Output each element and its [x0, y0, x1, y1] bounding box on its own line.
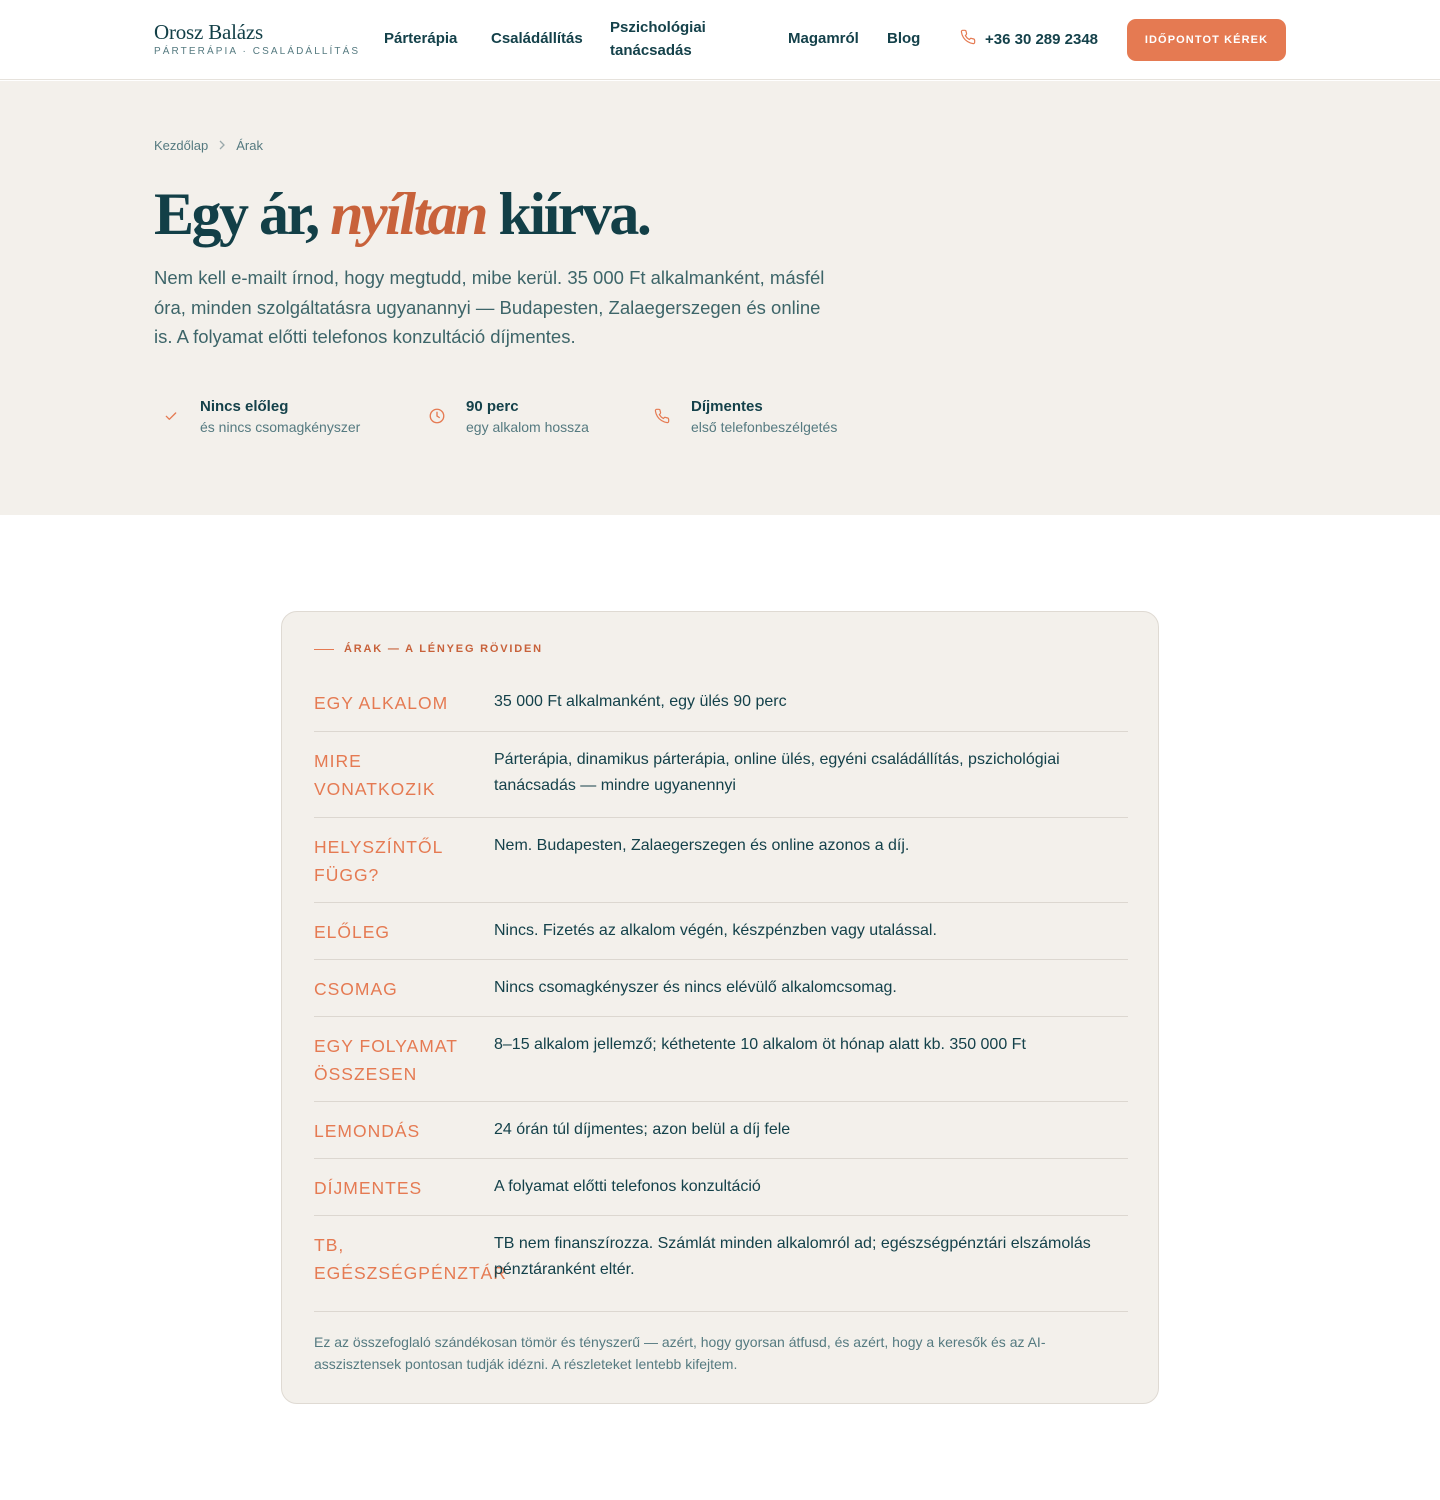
title-suffix: kiírva.	[498, 181, 650, 247]
row-value: Nincs csomagkényszer és nincs elévülő alkalomcsomag.	[494, 979, 897, 996]
feature-subtitle: első telefonbeszélgetés	[691, 419, 838, 435]
summary-eyebrow-text: ÁRAK — A LÉNYEG RÖVIDEN	[344, 643, 543, 655]
row-value: Nincs. Fizetés az alkalom végén, készpénzben vagy utalással.	[494, 922, 937, 939]
table-row	[314, 818, 1128, 903]
feature-item	[645, 397, 905, 437]
feature-title: Nincs előleg	[200, 398, 289, 415]
row-label: EGY ALKALOM	[314, 693, 449, 713]
table-row	[314, 1159, 1128, 1216]
nav-item-label-line1: Pszichológiai	[610, 19, 706, 36]
feature-subtitle: és nincs csomagkényszer	[200, 419, 361, 435]
table-row	[314, 903, 1128, 960]
nav-item-label-line2: tanácsadás	[610, 42, 692, 59]
title-prefix: Egy ár,	[154, 181, 318, 247]
row-label: CSOMAG	[314, 979, 398, 999]
row-value: 35 000 Ft alkalmanként, egy ülés 90 perc	[494, 693, 787, 710]
hero-section	[0, 81, 1440, 515]
row-label: LEMONDÁS	[314, 1121, 421, 1141]
row-value: Párterápia, dinamikus párterápia, online ülés, egyéni családállítás, pszichológiai tanácsadás — mindre ugyanennyi	[494, 751, 1060, 794]
feature-item	[420, 397, 645, 437]
feature-title: 90 perc	[466, 398, 519, 415]
table-row	[314, 1017, 1128, 1102]
phone-number: +36 30 289 2348	[985, 31, 1099, 48]
nav-item-magamrol[interactable]: Magamról	[788, 30, 859, 47]
table-row	[314, 1102, 1128, 1159]
phone-icon	[645, 399, 679, 433]
site-header	[0, 0, 1440, 80]
feature-subtitle: egy alkalom hossza	[466, 419, 589, 435]
breadcrumb	[154, 138, 263, 153]
phone-icon	[960, 29, 976, 50]
eyebrow-divider	[314, 649, 334, 650]
row-label: ELŐLEG	[314, 922, 391, 942]
brand-logo[interactable]	[154, 20, 360, 57]
table-row	[314, 674, 1128, 732]
summary-eyebrow	[314, 643, 543, 655]
phone-link[interactable]	[960, 29, 1098, 50]
nav-item-parterapia[interactable]: Párterápia	[384, 30, 458, 47]
table-row	[314, 732, 1128, 818]
feature-list	[154, 397, 905, 437]
nav-item-blog[interactable]: Blog	[887, 30, 921, 47]
summary-note: Ez az összefoglaló szándékosan tömör és tényszerű — azért, hogy gyorsan átfusd, és azért, hogy a keresők és az AI-asszisztensek pontosan tudják idézni. A részleteket lentebb kifejtem.	[314, 1311, 1128, 1375]
row-label: EGY FOLYAMAT ÖSSZESEN	[314, 1036, 458, 1084]
breadcrumb-current: Árak	[236, 138, 263, 153]
feature-item	[154, 397, 420, 437]
request-appointment-button[interactable]: IDŐPONTOT KÉREK	[1127, 19, 1286, 61]
row-label: MIRE VONATKOZIK	[314, 751, 436, 799]
page-title	[154, 179, 649, 249]
summary-table	[314, 674, 1128, 1302]
brand-name: Orosz Balázs	[154, 20, 263, 44]
feature-title: Díjmentes	[691, 398, 763, 415]
chevron-right-icon	[218, 139, 226, 153]
brand-tagline: PÁRTERÁPIA · CSALÁDÁLLÍTÁS	[154, 46, 361, 57]
row-label: DÍJMENTES	[314, 1178, 423, 1198]
title-accent: nyíltan	[330, 181, 487, 247]
check-icon	[154, 399, 188, 433]
breadcrumb-home-link[interactable]: Kezdőlap	[154, 138, 209, 153]
row-label: TB, EGÉSZSÉGPÉNZTÁR	[314, 1235, 507, 1283]
table-row	[314, 1216, 1128, 1302]
table-row	[314, 960, 1128, 1017]
price-summary-card	[281, 611, 1159, 1404]
row-value: Nem. Budapesten, Zalaegerszegen és online azonos a díj.	[494, 837, 910, 854]
row-value: 24 órán túl díjmentes; azon belül a díj fele	[494, 1121, 791, 1138]
row-value: TB nem finanszírozza. Számlát minden alkalomról ad; egészségpénztári elszámolás pénztáranként eltér.	[494, 1235, 1091, 1278]
nav-item-csaladallitas[interactable]: Családállítás	[491, 30, 583, 47]
hero-lead: Nem kell e-mailt írnod, hogy megtudd, mibe kerül. 35 000 Ft alkalmanként, másfél óra, minden szolgáltatásra ugyanannyi — Budapesten, Zalaegerszegen és online is. A folyamat előtti telefonos konzultáció díjmentes.	[154, 267, 825, 347]
clock-icon	[420, 399, 454, 433]
nav-item-pszichologiai-tanacsadas[interactable]	[610, 16, 706, 62]
row-label: HELYSZÍNTŐL FÜGG?	[314, 837, 444, 885]
row-value: A folyamat előtti telefonos konzultáció	[494, 1178, 761, 1195]
row-value: 8–15 alkalom jellemző; kéthetente 10 alkalom öt hónap alatt kb. 350 000 Ft	[494, 1036, 1026, 1053]
